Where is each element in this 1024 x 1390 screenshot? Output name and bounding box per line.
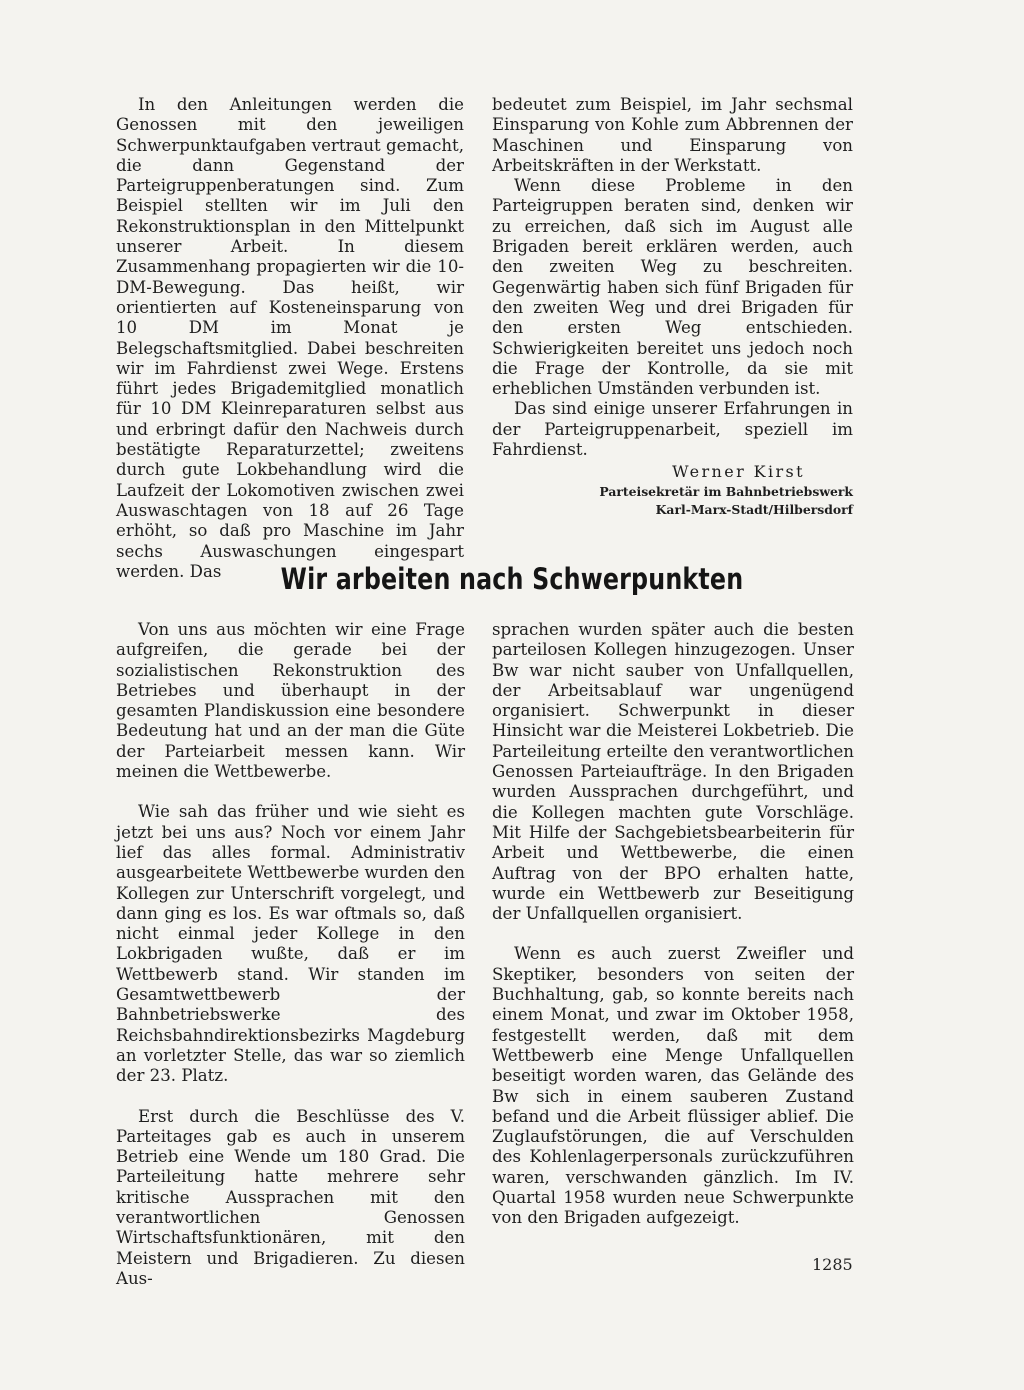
paragraph: Das sind einige unserer Erfahrungen in der Parteigruppenarbeit, speziell im Fahrdienst. — [492, 399, 853, 460]
paragraph: Von uns aus möchten wir eine Frage aufgreifen, die gerade bei der sozialistischen Rekonstruktion des Betriebes und überhaupt in der gesamten Plandiskussion eine besondere Bedeutung hat und an der man die Güte der Parteiarbeit messen kann. Wir meinen die Wettbewerbe. — [116, 620, 465, 782]
paragraph: Wenn diese Probleme in den Parteigruppen beraten sind, denken wir zu erreichen, daß sich im August alle Brigaden bereit erklären werden, auch den zweiten Weg zu beschreiten. Gegenwärtig haben sich fünf Brigaden für den zweiten Weg und drei Brigaden für den ersten Weg entschieden. Schwierigkeiten bereitet uns jedoch noch die Frage der Kontrolle, da sie mit erheblichen Umständen verbunden ist. — [492, 176, 853, 399]
signature-role: Parteisekretär im Bahnbetriebswerk — [599, 483, 853, 499]
paragraph: bedeutet zum Beispiel, im Jahr sechsmal Einsparung von Kohle zum Abbrennen der Maschinen und Einsparung von Arbeitskräften in der Werkstatt. — [492, 95, 853, 175]
paragraph: In den Anleitungen werden die Genossen mit den jeweiligen Schwerpunktaufgaben vertraut gemacht, die dann Gegenstand der Parteigruppenberatungen sind. Zum Beispiel stellten wir im Juli den Rekonstruktionsplan in den Mittelpunkt unserer Arbeit. In diesem Zusammenhang propagierten wir die 10-DM-Bewegung. Das heißt, wir orientierten auf Kosteneinsparung von 10 DM im Monat je Belegschaftsmitglied. Dabei beschreiten wir im Fahrdienst zwei Wege. Erstens führt jedes Brigademitglied monatlich für 10 DM Kleinreparaturen selbst aus und erbringt dafür den Nachweis durch bestätigte Reparaturzettel; zweitens durch gute Lokbehandlung wird die Laufzeit der Lokomotiven zwischen zwei Auswaschtagen von 18 auf 26 Tage erhöht, so daß pro Maschine im Jahr sechs Auswaschungen eingespart werden. Das — [116, 95, 464, 581]
paragraph: Wenn es auch zuerst Zweifler und Skeptiker, besonders von seiten der Buchhaltung, gab, so konnte bereits nach einem Monat, und zwar im Oktober 1958, festgestellt werden, daß mit dem Wettbewerb eine Menge Unfallquellen beseitigt worden waren, das Gelände des Bw sich in einem sauberen Zustand befand und die Arbeit flüssiger ablief. Die Zuglaufstörungen, die auf Verschulden des Kohlenlagerpersonals zurückzuführen waren, verschwanden gänzlich. Im IV. Quartal 1958 wurden neue Schwerpunkte von den Brigaden aufgezeigt. — [492, 944, 854, 1228]
top-right-column — [492, 95, 853, 519]
article-headline: Wir arbeiten nach Schwerpunkten — [280, 562, 744, 596]
bottom-right-column — [492, 620, 854, 1229]
paragraph: Wie sah das früher und wie sieht es jetzt bei uns aus? Noch vor einem Jahr lief das alles formal. Administrativ ausgearbeitete Wettbewerbe wurden den Kollegen zur Unterschrift vorgelegt, und dann ging es los. Es war oftmals so, daß nicht einmal jeder Kollege in den Lokbrigaden wußte, daß er im Wettbewerb stand. Wir standen im Gesamtwettbewerb der Bahnbetriebswerke des Reichsbahndirektionsbezirks Magdeburg an vorletzter Stelle, das war so ziemlich der 23. Platz. — [116, 802, 465, 1086]
top-left-column — [116, 95, 464, 582]
page-number: 1285 — [812, 1255, 853, 1274]
bottom-left-column — [116, 620, 465, 1289]
signature-name: Werner Kirst — [672, 462, 805, 482]
paragraph: sprachen wurden später auch die besten parteilosen Kollegen hinzugezogen. Unser Bw war nicht sauber von Unfallquellen, der Arbeitsablauf war ungenügend organisiert. Schwerpunkt in dieser Hinsicht war die Meisterei Lokbetrieb. Die Parteileitung erteilte den verantwortlichen Genossen Parteiaufträge. In den Brigaden wurden Aussprachen durchgeführt, und die Kollegen machten gute Vorschläge. Mit Hilfe der Sachgebietsbearbeiterin für Arbeit und Wettbewerbe, die einen Auftrag von der BPO erhalten hatte, wurde ein Wettbewerb zur Beseitigung der Unfallquellen organisiert. — [492, 620, 854, 924]
signature-place: Karl-Marx-Stadt/Hilbersdorf — [655, 501, 853, 517]
paragraph: Erst durch die Beschlüsse des V. Parteitages gab es auch in unserem Betrieb eine Wende um 180 Grad. Die Parteileitung hatte mehrere sehr kritische Aussprachen mit den verantwortlichen Genossen Wirtschaftsfunktionären, mit den Meistern und Brigadieren. Zu diesen Aus- — [116, 1106, 465, 1288]
